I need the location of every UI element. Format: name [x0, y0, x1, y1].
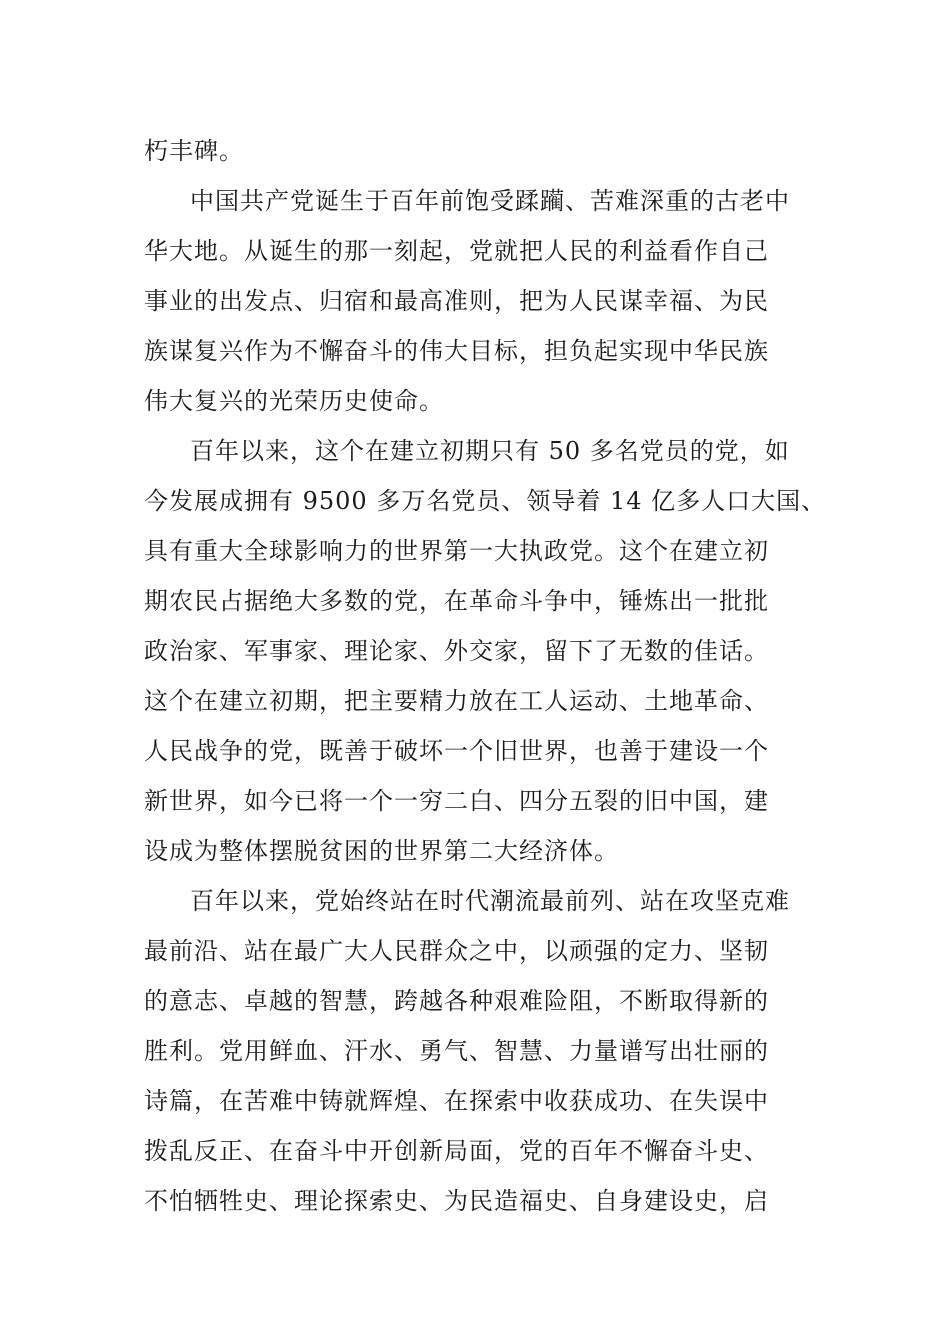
- paragraph-party-struggle: [144, 876, 834, 1226]
- text-line: 伟大复兴的光荣历史使命。: [144, 387, 444, 415]
- text-line: 今发展成拥有 9500 多万名党员、领导着 14 亿多人口大国、: [144, 487, 827, 515]
- text-line: 朽丰碑。: [144, 137, 244, 165]
- paragraph-party-growth: [144, 426, 834, 876]
- text-line: 中国共产党诞生于百年前饱受蹂躏、苦难深重的古老中: [190, 187, 790, 215]
- body-text: [144, 126, 834, 1226]
- text-line: 百年以来，党始终站在时代潮流最前列、站在攻坚克难: [190, 887, 790, 915]
- text-line: 百年以来，这个在建立初期只有 50 多名党员的党，如: [190, 437, 790, 465]
- paragraph-continuation: [144, 126, 834, 176]
- text-line: 最前沿、站在最广大人民群众之中，以顽强的定力、坚韧: [144, 937, 769, 965]
- text-line: 设成为整体摆脱贫困的世界第二大经济体。: [144, 837, 619, 865]
- paragraph-party-founding: [144, 176, 834, 426]
- text-line: 的意志、卓越的智慧，跨越各种艰难险阻，不断取得新的: [144, 987, 769, 1015]
- text-line: 诗篇，在苦难中铸就辉煌、在探索中收获成功、在失误中: [144, 1087, 769, 1115]
- text-line: 胜利。党用鲜血、汗水、勇气、智慧、力量谱写出壮丽的: [144, 1037, 769, 1065]
- text-line: 拨乱反正、在奋斗中开创新局面，党的百年不懈奋斗史、: [144, 1137, 769, 1165]
- text-line: 具有重大全球影响力的世界第一大执政党。这个在建立初: [144, 537, 769, 565]
- text-line: 政治家、军事家、理论家、外交家，留下了无数的佳话。: [144, 637, 769, 665]
- text-line: 华大地。从诞生的那一刻起，党就把人民的利益看作自己: [144, 237, 769, 265]
- text-line: 期农民占据绝大多数的党，在革命斗争中，锤炼出一批批: [144, 587, 769, 615]
- text-line: 这个在建立初期，把主要精力放在工人运动、土地革命、: [144, 687, 769, 715]
- text-line: 新世界，如今已将一个一穷二白、四分五裂的旧中国，建: [144, 787, 769, 815]
- text-line: 事业的出发点、归宿和最高准则，把为人民谋幸福、为民: [144, 287, 769, 315]
- text-line: 族谋复兴作为不懈奋斗的伟大目标，担负起实现中华民族: [144, 337, 769, 365]
- text-line: 人民战争的党，既善于破坏一个旧世界，也善于建设一个: [144, 737, 769, 765]
- text-line: 不怕牺牲史、理论探索史、为民造福史、自身建设史，启: [144, 1187, 769, 1215]
